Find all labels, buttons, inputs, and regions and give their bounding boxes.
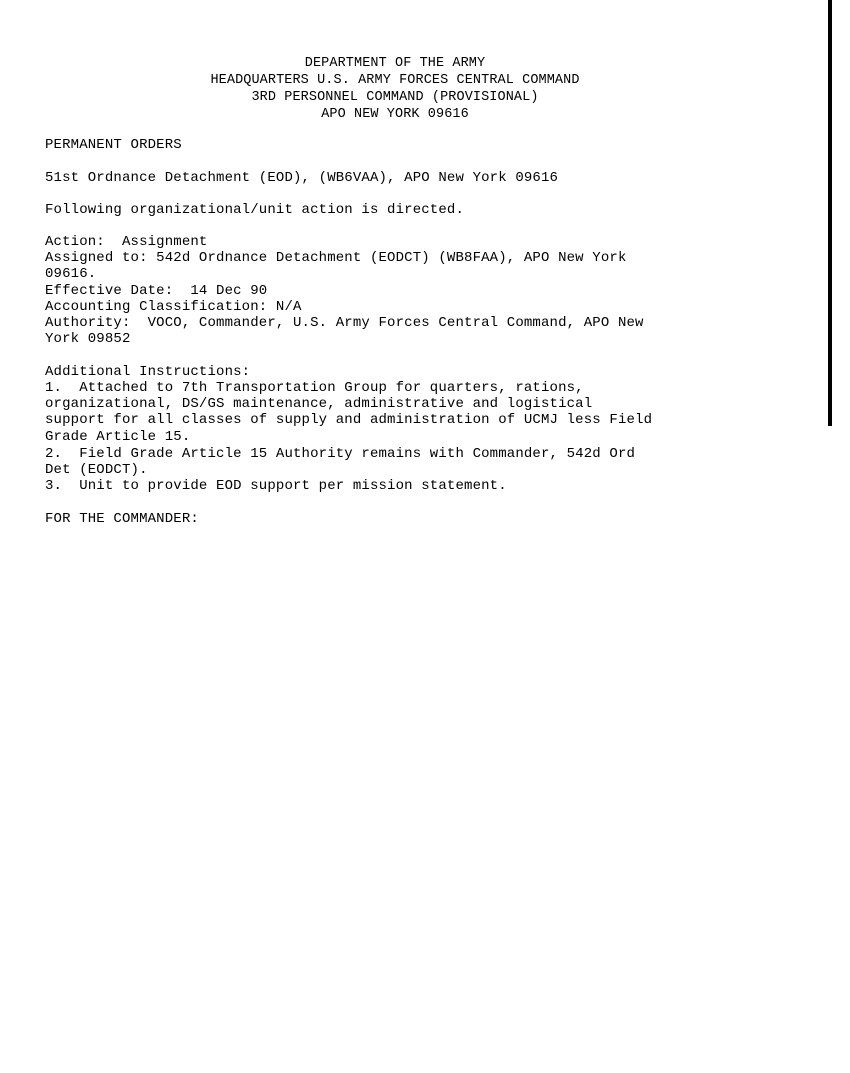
assigned-line-1: Assigned to: 542d Ordnance Detachment (EODCT) (WB8FAA), APO New York: [45, 250, 627, 266]
accounting-line: Accounting Classification: N/A: [45, 299, 302, 315]
instruction-1-line-2: organizational, DS/GS maintenance, administrative and logistical: [45, 396, 593, 412]
letterhead: [0, 55, 790, 123]
instruction-2-line-1: 2. Field Grade Article 15 Authority remains with Commander, 542d Ord: [45, 446, 636, 462]
authority-line-2: York 09852: [45, 331, 131, 347]
assigned-line-2: 09616.: [45, 266, 97, 282]
letterhead-command: 3RD PERSONNEL COMMAND (PROVISIONAL): [251, 90, 539, 105]
letterhead-apo: APO NEW YORK 09616: [321, 107, 469, 122]
letterhead-department: DEPARTMENT OF THE ARMY: [304, 56, 486, 71]
action-line: Action: Assignment: [45, 234, 208, 250]
instruction-1-line-3: support for all classes of supply and administration of UCMJ less Field: [45, 412, 653, 428]
unit-designation: 51st Ordnance Detachment (EOD), (WB6VAA), APO New York 09616: [45, 170, 559, 186]
instructions-heading: Additional Instructions:: [45, 364, 251, 380]
scan-edge-bar: [828, 0, 832, 426]
authority-line-1: Authority: VOCO, Commander, U.S. Army Forces Central Command, APO New: [45, 315, 644, 331]
instruction-2-line-2: Det (EODCT).: [45, 462, 148, 478]
intro-text: Following organizational/unit action is directed.: [45, 202, 465, 218]
order-type: PERMANENT ORDERS: [45, 137, 182, 153]
instruction-1-line-4: Grade Article 15.: [45, 429, 191, 445]
closing-line: FOR THE COMMANDER:: [45, 511, 199, 527]
instruction-1-line-1: 1. Attached to 7th Transportation Group for quarters, rations,: [45, 380, 584, 396]
instruction-3: 3. Unit to provide EOD support per mission statement.: [45, 478, 507, 494]
letterhead-headquarters: HEADQUARTERS U.S. ARMY FORCES CENTRAL COMMAND: [210, 73, 580, 88]
effective-date-line: Effective Date: 14 Dec 90: [45, 283, 268, 299]
